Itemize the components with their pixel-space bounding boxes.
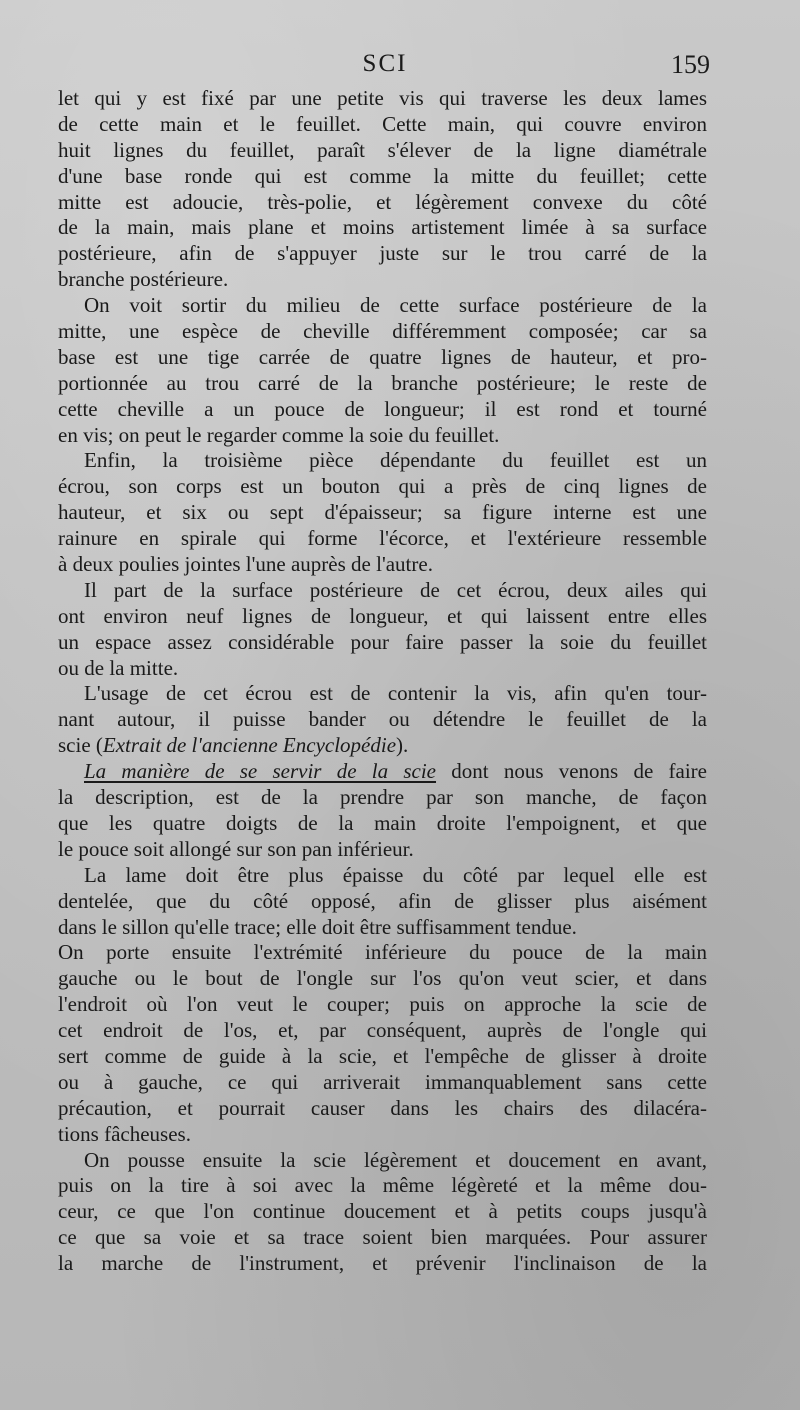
text-line: gauche ou le bout de l'ongle sur l'os qu'on veut scier, et dans [58,966,707,991]
running-head: SCI [362,50,408,77]
text-line: mitte est adoucie, très-polie, et légèrement convexe du côté [58,189,707,214]
text-line: branche postérieure. [58,267,229,292]
text-line: que les quatre doigts de la main droite l'empoignent, et que [58,810,707,835]
text-line-with-italic [58,759,707,785]
text-line: On pousse ensuite la scie légèrement et doucement en avant, [84,1147,707,1172]
text-line: en vis; on peut le regarder comme la soie du feuillet. [58,422,500,447]
text-line: dentelée, que du côté opposé, afin de glisser plus aisément [58,888,707,913]
text-line: L'usage de cet écrou est de contenir la vis, afin qu'en tour- [84,681,707,706]
text-line: huit lignes du feuillet, paraît s'élever de la ligne diamétrale [58,137,707,162]
text-line: Il part de la surface postérieure de cet écrou, deux ailes qui [84,577,707,602]
text-line: dans le sillon qu'elle trace; elle doit être suffisamment tendue. [58,914,577,939]
text-line: ce que sa voie et sa trace soient bien marquées. Pour assurer [58,1225,707,1250]
italic-heading: La manière de se servir de la scie [84,759,437,784]
text-line: cette cheville a un pouce de longueur; il est rond et tourné [58,396,707,421]
text-line: la marche de l'instrument, et prévenir l'inclinaison de la [58,1251,707,1276]
text-line: tions fâcheuses. [58,1121,191,1146]
text-line: nant autour, il puisse bander ou détendre le feuillet de la [58,707,707,732]
text-line: de cette main et le feuillet. Cette main, qui couvre environ [58,111,707,136]
text-line: ou à gauche, ce qui arriverait immanquablement sans cette [58,1069,707,1094]
text-line: ceur, ce que l'on continue doucement et à petits coups jusqu'à [58,1199,707,1224]
text-line: précaution, et pourrait causer dans les chairs des dilacéra- [58,1095,707,1120]
text-line: hauteur, et six ou sept d'épaisseur; sa figure interne est une [58,500,707,525]
text-line: de la main, mais plane et moins artistement limée à sa surface [58,215,707,240]
text-line: base est une tige carrée de quatre lignes de hauteur, et pro- [58,344,707,369]
text-segment: dont nous venons de faire [436,759,707,784]
text-line: On porte ensuite l'extrémité inférieure du pouce de la main [58,940,707,965]
text-line: ou de la mitte. [58,655,179,680]
text-line-with-italic [58,733,707,759]
text-segment: scie ( [58,733,103,758]
text-line: l'endroit où l'on veut le couper; puis on approche la scie de [58,992,707,1017]
text-line: On voit sortir du milieu de cette surface postérieure de la [84,293,707,318]
text-line: le pouce soit allongé sur son pan inférieur. [58,836,414,861]
text-line: écrou, son corps est un bouton qui a près de cinq lignes de [58,474,707,499]
italic-citation: Extrait de l'ancienne Encyclopédie [102,733,397,758]
text-line: postérieure, afin de s'appuyer juste sur le trou carré de la [58,241,707,266]
text-line: un espace assez considérable pour faire passer la soie du feuillet [58,629,707,654]
text-line: d'une base ronde qui est comme la mitte du feuillet; cette [58,163,707,188]
page-header [60,50,710,86]
text-line: portionnée au trou carré de la branche postérieure; le reste de [58,370,707,395]
text-segment: ). [396,733,409,758]
body-text [58,86,707,1277]
text-line: rainure en spirale qui forme l'écorce, et l'extérieure ressemble [58,526,707,551]
text-line: cet endroit de l'os, et, par conséquent, auprès de l'ongle qui [58,1018,707,1043]
text-line: Enfin, la troisième pièce dépendante du feuillet est un [84,448,707,473]
text-line: à deux poulies jointes l'une auprès de l'autre. [58,552,433,577]
text-line: ont environ neuf lignes de longueur, et qui laissent entre elles [58,603,707,628]
text-line: La lame doit être plus épaisse du côté par lequel elle est [84,862,707,887]
text-line: la description, est de la prendre par son manche, de façon [58,785,707,810]
text-line: sert comme de guide à la scie, et l'empêche de glisser à droite [58,1043,707,1068]
text-line: mitte, une espèce de cheville différemment composée; car sa [58,319,707,344]
text-line: let qui y est fixé par une petite vis qui traverse les deux lames [58,86,707,110]
page-number: 159 [671,50,710,79]
text-line: puis on la tire à soi avec la même légèreté et la même dou- [58,1173,707,1198]
